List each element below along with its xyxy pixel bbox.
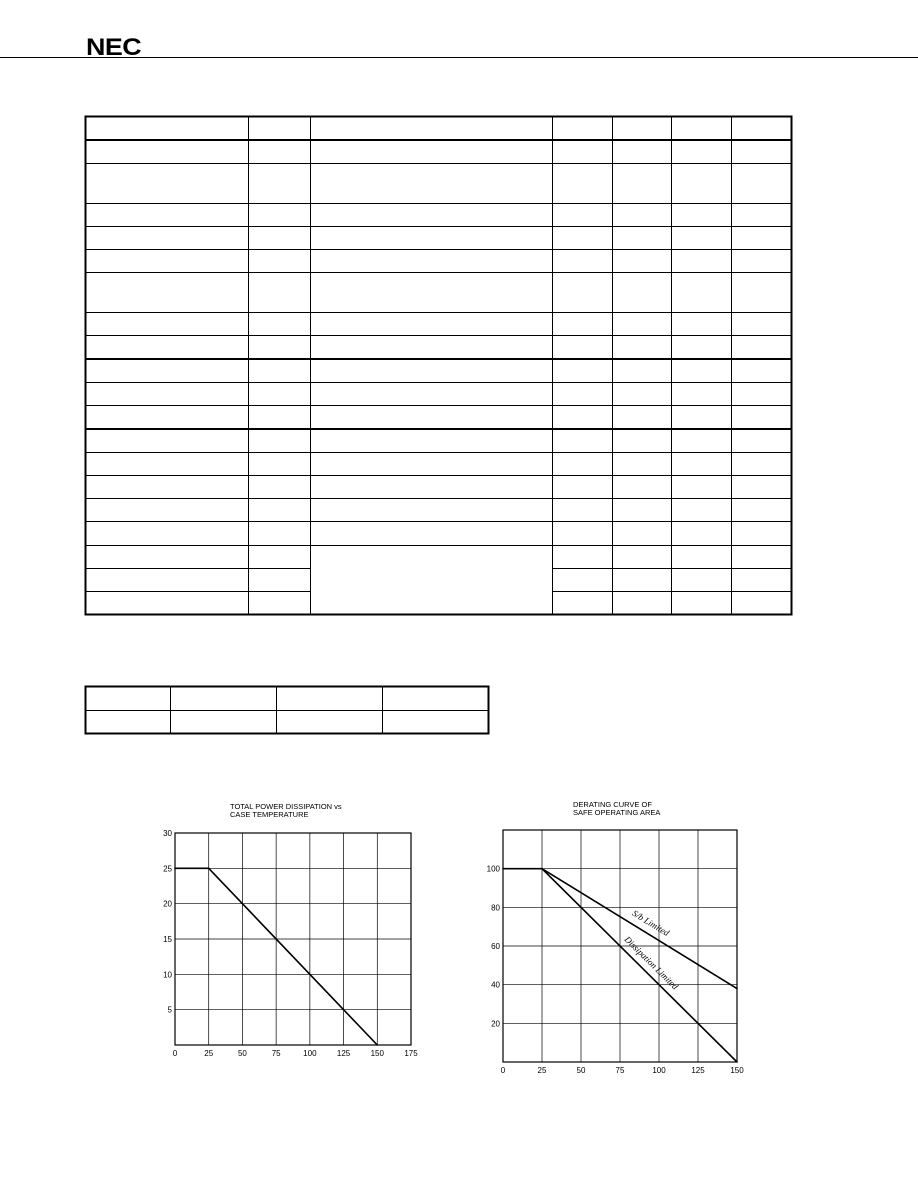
x-tick-label: 100 (303, 1049, 317, 1058)
nec-logo: NEC (86, 34, 142, 61)
x-tick-label: 125 (336, 1049, 351, 1058)
x-tick-label: 25 (204, 1049, 214, 1058)
x-tick-label: 75 (615, 1066, 625, 1075)
series-point (736, 988, 738, 990)
y-tick-label: 60 (491, 942, 500, 951)
x-tick-label: 175 (404, 1049, 418, 1058)
x-tick-label: 75 (271, 1049, 281, 1058)
y-tick-label: 20 (163, 899, 172, 909)
y-tick-label: 40 (491, 980, 500, 990)
series-point (502, 868, 504, 870)
y-tick-label: 30 (163, 829, 172, 838)
y-tick-label: 25 (163, 864, 172, 874)
y-tick-label: 100 (486, 864, 500, 874)
x-tick-label: 0 (172, 1049, 178, 1058)
y-tick-label: 10 (163, 970, 172, 980)
x-tick-label: 25 (537, 1066, 547, 1075)
y-tick-label: 20 (491, 1019, 500, 1029)
y-tick-label: 5 (167, 1005, 172, 1015)
series-label: Dissipation Limited (622, 934, 681, 992)
chart-title: DERATING CURVE OF (573, 800, 652, 809)
y-tick-label: 80 (491, 903, 500, 913)
series-line (542, 869, 737, 1062)
chart-title: CASE TEMPERATURE (230, 810, 309, 819)
x-tick-label: 50 (576, 1066, 586, 1075)
chart-title: TOTAL POWER DISSIPATION vs (230, 802, 342, 811)
x-tick-label: 0 (500, 1066, 506, 1075)
x-tick-label: 150 (370, 1049, 384, 1058)
x-tick-label: 150 (730, 1066, 744, 1075)
series-point (736, 1061, 738, 1063)
chart-title: SAFE OPERATING AREA (573, 808, 661, 817)
x-tick-label: 100 (652, 1066, 666, 1075)
x-tick-label: 50 (237, 1049, 247, 1058)
series-label: S/b Limited (630, 907, 672, 939)
x-tick-label: 125 (691, 1066, 705, 1075)
y-tick-label: 15 (163, 935, 172, 944)
series-point (541, 868, 543, 870)
